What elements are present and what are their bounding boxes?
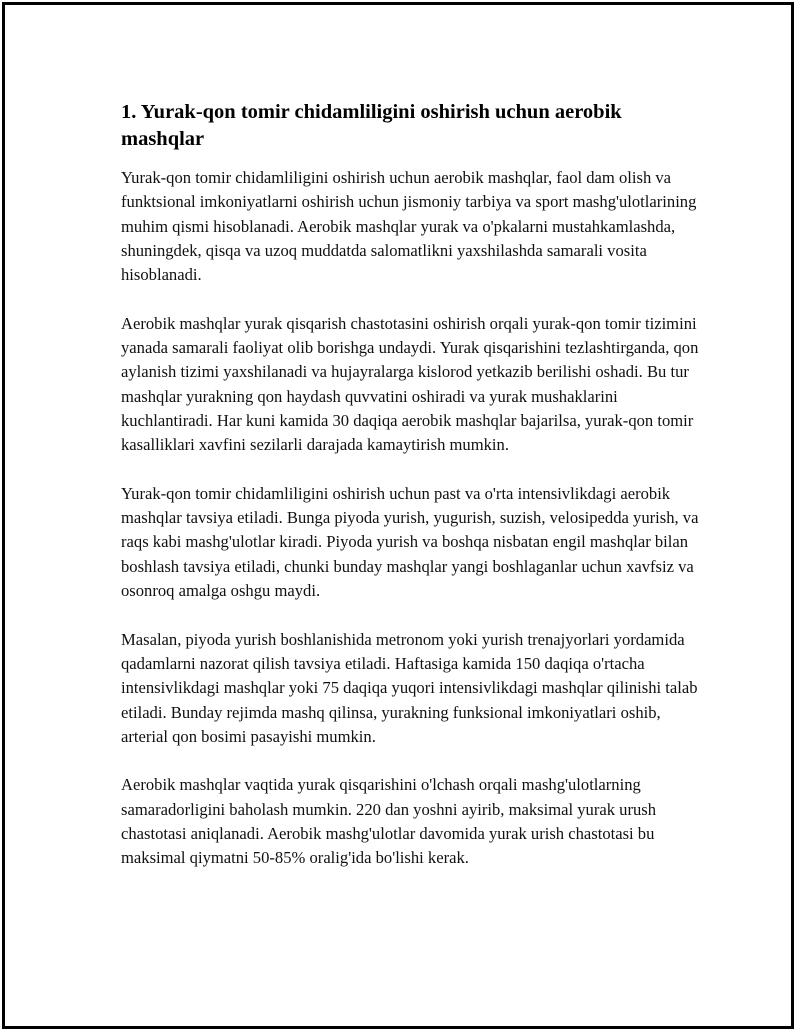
paragraph-intro: Yurak-qon tomir chidamliligini oshirish uchun aerobik mashqlar, faol dam olish va funktsional imkoniyatlarni oshirish uchun jismoniy tarbiya va sport mashg'ulotlarining muhim qismi hisoblanadi. Aerobik mashqlar yurak va o'pkalarni mustahkamlashda, shuningdek, qisqa va uzoq muddatda salomatlikni yaxshilashda samarali vosita hisoblanadi. xyxy=(121,168,697,285)
paragraph-walking-example: Masalan, piyoda yurish boshlanishida metronom yoki yurish trenajyorlari yordamida qadamlarni nazorat qilish tavsiya etiladi. Haftasiga kamida 150 daqiqa o'rtacha intensivlikdagi mashqlar yoki 75 daqiqa yuqori intensivlikdagi mashqlar qilinishi talab etiladi. Bunday rejimda mashq qilinsa, yurakning funksional imkoniyatlari oshib, arterial qon bosimi pasayishi mumkin. xyxy=(121,629,698,746)
paragraph-heart-rate: Aerobik mashqlar yurak qisqarish chastotasini oshirish orqali yurak-qon tomir tizimini yanada samarali faoliyat olib borishga undaydi. Yurak qisqarishini tezlashtirganda, qon aylanish tizimi yaxshilanadi va hujayralarga kislorod yetkazib berilishi oshadi. Bu tur mashqlar yurakning qon haydash quvvatini oshiradi va yurak mushaklarini kuchlantiradi. Har kuni kamida 30 daqiqa aerobik mashqlar bajarilsa, yurak-qon tomir kasalliklari xavfini sezilarli darajada kamaytirish mumkin. xyxy=(121,313,699,455)
document-body xyxy=(121,99,701,871)
paragraph-recommended-exercises: Yurak-qon tomir chidamliligini oshirish uchun past va o'rta intensivlikdagi aerobik mashqlar tavsiya etiladi. Bunga piyoda yurish, yugurish, suzish, velosipedda yurish, va raqs kabi mashg'ulotlar kiradi. Piyoda yurish va boshqa nisbatan engil mashqlar bilan boshlash tavsiya etiladi, chunki bunday mashqlar yangi boshlaganlar uchun xavfsiz va osonroq amalga oshgu maydi. xyxy=(121,483,699,601)
page-frame xyxy=(2,2,794,1029)
section-heading: 1. Yurak-qon tomir chidamliligini oshirish uchun aerobik mashqlar xyxy=(121,101,622,150)
paragraph-measuring-effectiveness: Aerobik mashqlar vaqtida yurak qisqarishini o'lchash orqali mashg'ulotlarning samaradorligini baholash mumkin. 220 dan yoshni ayirib, maksimal yurak urush chastotasi aniqlanadi. Aerobik mashg'ulotlar davomida yurak urish chastotasi bu maksimal qiymatni 50-85% oralig'ida bo'lishi kerak. xyxy=(121,775,657,868)
